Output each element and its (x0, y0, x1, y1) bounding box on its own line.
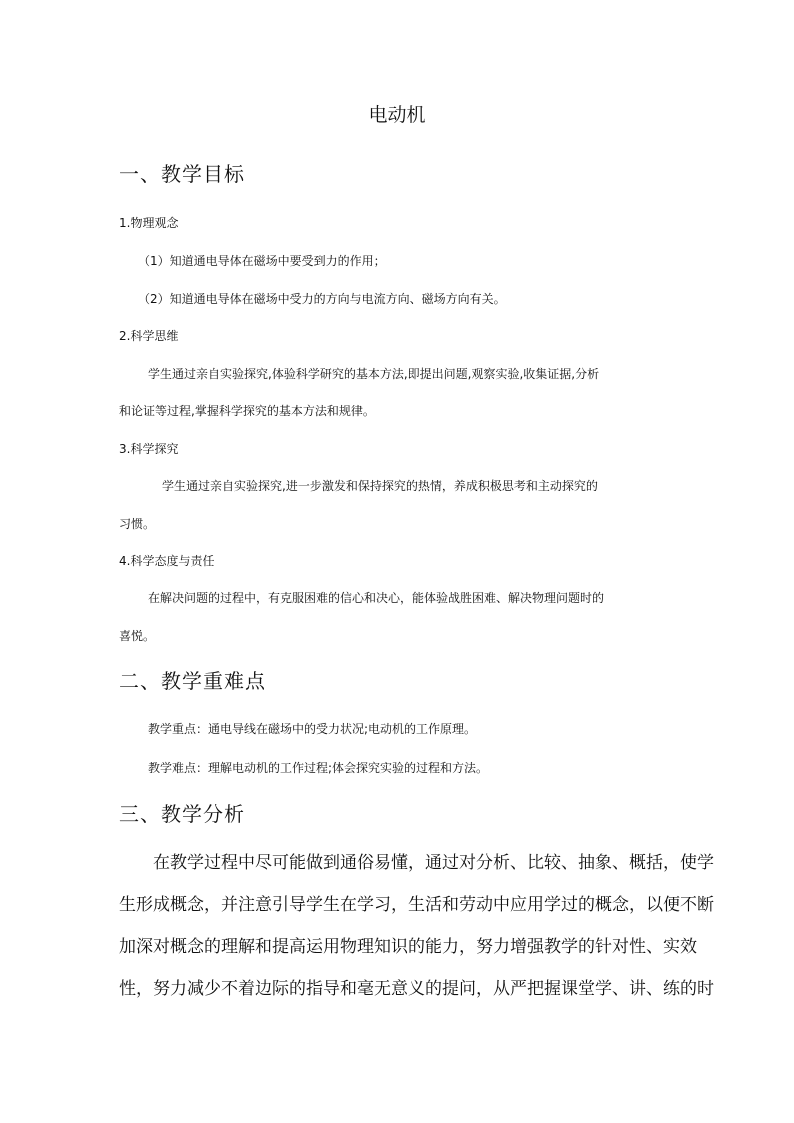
paragraph-line: 在教学过程中尽可能做到通俗易懂，通过对分析、比较、抽象、概括，使学 (153, 853, 714, 873)
paragraph-line: 喜悦。 (119, 629, 156, 643)
objective-item: （1）知道通电导体在磁场中要受到力的作用； (138, 254, 386, 268)
key-point-item: 教学重点：通电导线在磁场中的受力状况;电动机的工作原理。 (148, 722, 477, 736)
subsection-heading-physics-concept: 1.物理观念 (119, 216, 179, 230)
paragraph-line: 加深对概念的理解和提高运用物理知识的能力，努力增强教学的针对性、实效 (119, 937, 697, 957)
document-title: 电动机 (368, 104, 426, 126)
section-heading-analysis: 三、教学分析 (119, 802, 245, 826)
paragraph-line: 习惯。 (119, 517, 156, 531)
paragraph-line: 在解决问题的过程中，有克服困难的信心和决心，能体验战胜困难、解决物理问题时的 (148, 591, 605, 605)
paragraph-line: 学生通过亲自实验探究,体验科学研究的基本方法,即提出问题,观察实验,收集证据,分析 (148, 367, 600, 381)
paragraph-line: 生形成概念，并注意引导学生在学习，生活和劳动中应用学过的概念，以便不断 (119, 895, 714, 915)
paragraph-line: 学生通过亲自实验探究,进一步激发和保持探究的热情，养成积极思考和主动探究的 (162, 479, 598, 493)
section-heading-objectives: 一、教学目标 (119, 162, 245, 186)
key-point-item: 教学难点：理解电动机的工作过程;体会探究实验的过程和方法。 (148, 761, 489, 775)
subsection-heading-attitude-responsibility: 4.科学态度与责任 (119, 554, 215, 568)
paragraph-line: 性，努力减少不着边际的指导和毫无意义的提问，从严把握课堂学、讲、练的时 (119, 979, 714, 999)
paragraph-line: 和论证等过程,掌握科学探究的基本方法和规律。 (119, 404, 375, 418)
subsection-heading-scientific-thinking: 2.科学思维 (119, 329, 179, 343)
section-heading-key-points: 二、教学重难点 (119, 669, 266, 693)
subsection-heading-scientific-inquiry: 3.科学探究 (119, 442, 179, 456)
objective-item: （2）知道通电导体在磁场中受力的方向与电流方向、磁场方向有关。 (138, 292, 506, 306)
